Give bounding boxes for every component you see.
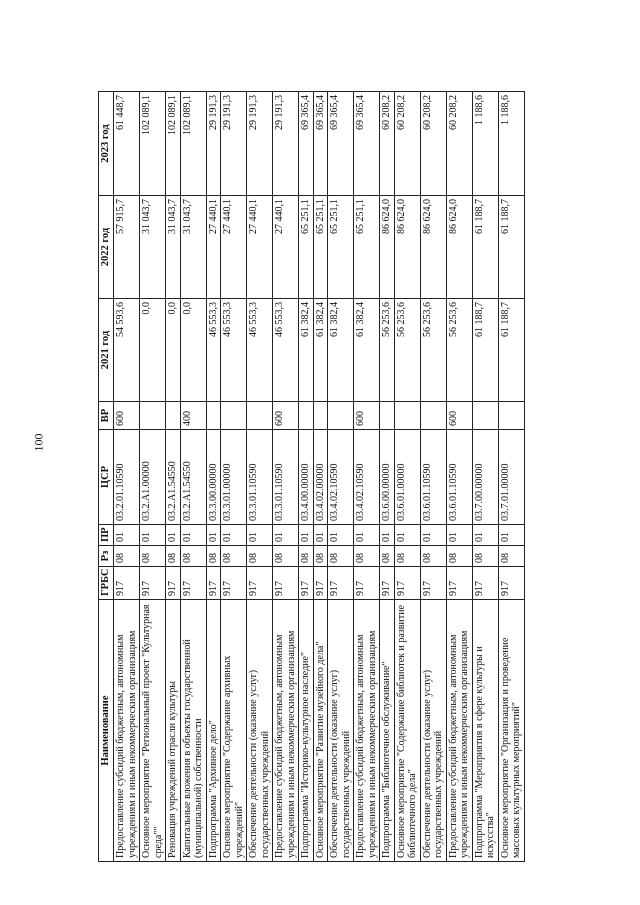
cell-2021: 61 188,7 <box>472 299 498 402</box>
header-name: Наименование <box>99 600 114 862</box>
cell-name: Основное мероприятие "Содержание библиотек и развитие библиотечного дела" <box>394 600 420 862</box>
cell-2023: 102 089,1 <box>180 92 206 196</box>
cell-2022: 57 915,7 <box>114 196 140 299</box>
rotated-table-container <box>98 92 628 862</box>
header-2022: 2022 год <box>99 196 114 299</box>
cell-grbs: 917 <box>328 567 354 600</box>
table-row <box>247 92 273 862</box>
cell-rz: 08 <box>498 546 524 567</box>
cell-vr: 600 <box>354 402 380 430</box>
table-row <box>140 92 166 862</box>
header-vr: ВР <box>99 402 114 430</box>
cell-vr <box>313 402 328 430</box>
table-body <box>114 92 525 862</box>
cell-2023: 61 448,7 <box>114 92 140 196</box>
cell-grbs: 917 <box>394 567 420 600</box>
cell-rz: 08 <box>247 546 273 567</box>
cell-csr: 03.2.А1.54550 <box>180 430 206 525</box>
cell-2021: 46 553,3 <box>273 299 299 402</box>
cell-2021: 0,0 <box>140 299 166 402</box>
cell-vr: 400 <box>180 402 206 430</box>
cell-grbs: 917 <box>472 567 498 600</box>
table-row <box>273 92 299 862</box>
cell-2023: 69 365,4 <box>299 92 314 196</box>
cell-name: Обеспечение деятельности (оказание услуг) государственных учреждений <box>420 600 446 862</box>
cell-vr: 600 <box>446 402 472 430</box>
header-grbs: ГРБС <box>99 567 114 600</box>
cell-2021: 61 382,4 <box>354 299 380 402</box>
cell-grbs: 917 <box>221 567 247 600</box>
cell-pr: 01 <box>472 525 498 546</box>
cell-name: Предоставление субсидий бюджетным, автономным учреждениям и иным некоммерческим организациям <box>273 600 299 862</box>
cell-csr: 03.3.01.10590 <box>247 430 273 525</box>
table-row <box>420 92 446 862</box>
cell-2021: 46 553,3 <box>206 299 221 402</box>
table-row <box>114 92 140 862</box>
table-row <box>446 92 472 862</box>
cell-name: Подпрограмма "Архивное дело" <box>206 600 221 862</box>
cell-2022: 27 440,1 <box>221 196 247 299</box>
table-row <box>166 92 181 862</box>
cell-vr <box>221 402 247 430</box>
cell-pr: 01 <box>140 525 166 546</box>
cell-2023: 29 191,3 <box>247 92 273 196</box>
header-rz: Рз <box>99 546 114 567</box>
cell-2021: 61 382,4 <box>313 299 328 402</box>
cell-name: Основное мероприятие "Региональный проект "Культурная среда"" <box>140 600 166 862</box>
table-row <box>394 92 420 862</box>
cell-csr: 03.4.00.00000 <box>299 430 314 525</box>
cell-2023: 60 208,2 <box>394 92 420 196</box>
table-row <box>328 92 354 862</box>
cell-2023: 29 191,3 <box>273 92 299 196</box>
cell-2021: 56 253,6 <box>420 299 446 402</box>
cell-pr: 01 <box>114 525 140 546</box>
cell-2022: 65 251,1 <box>313 196 328 299</box>
cell-2022: 27 440,1 <box>247 196 273 299</box>
cell-2022: 65 251,1 <box>328 196 354 299</box>
cell-name: Подпрограмма "Историко-культурное наследие" <box>299 600 314 862</box>
cell-name: Капитальные вложения в объекты государственной (муниципальной) собственности <box>180 600 206 862</box>
cell-vr <box>166 402 181 430</box>
cell-grbs: 917 <box>114 567 140 600</box>
cell-pr: 01 <box>273 525 299 546</box>
table-row <box>354 92 380 862</box>
cell-name: Предоставление субсидий бюджетным, автономным учреждениям и иным некоммерческим организациям <box>114 600 140 862</box>
header-2021: 2021 год <box>99 299 114 402</box>
cell-vr <box>420 402 446 430</box>
budget-table <box>98 91 525 862</box>
cell-pr: 01 <box>354 525 380 546</box>
cell-2023: 69 365,4 <box>328 92 354 196</box>
cell-grbs: 917 <box>498 567 524 600</box>
cell-name: Основное мероприятие "Содержание архивных учреждений" <box>221 600 247 862</box>
cell-2021: 61 188,7 <box>498 299 524 402</box>
cell-pr: 01 <box>299 525 314 546</box>
cell-grbs: 917 <box>206 567 221 600</box>
table-header-row <box>99 92 114 862</box>
cell-2022: 31 043,7 <box>180 196 206 299</box>
cell-2022: 27 440,1 <box>206 196 221 299</box>
cell-2023: 69 365,4 <box>313 92 328 196</box>
cell-name: Обеспечение деятельности (оказание услуг) государственных учреждений <box>247 600 273 862</box>
cell-rz: 08 <box>180 546 206 567</box>
cell-grbs: 917 <box>380 567 395 600</box>
table-row <box>180 92 206 862</box>
cell-2023: 60 208,2 <box>380 92 395 196</box>
cell-vr <box>380 402 395 430</box>
cell-2022: 65 251,1 <box>299 196 314 299</box>
cell-pr: 01 <box>446 525 472 546</box>
cell-2021: 54 593,6 <box>114 299 140 402</box>
cell-rz: 08 <box>206 546 221 567</box>
cell-csr: 03.2.01.10590 <box>114 430 140 525</box>
cell-pr: 01 <box>380 525 395 546</box>
cell-vr <box>247 402 273 430</box>
cell-grbs: 917 <box>166 567 181 600</box>
cell-2023: 102 089,1 <box>166 92 181 196</box>
cell-2022: 86 624,0 <box>394 196 420 299</box>
cell-2022: 61 188,7 <box>498 196 524 299</box>
cell-pr: 01 <box>394 525 420 546</box>
cell-csr: 03.2.А1.00000 <box>140 430 166 525</box>
table-row <box>313 92 328 862</box>
cell-pr: 01 <box>247 525 273 546</box>
table-row <box>498 92 524 862</box>
cell-name: Обеспечение деятельности (оказание услуг) государственных учреждений <box>328 600 354 862</box>
cell-name: Основное мероприятие "Организация и проведение массовых культурных мероприятий" <box>498 600 524 862</box>
cell-pr: 01 <box>206 525 221 546</box>
cell-vr <box>299 402 314 430</box>
cell-2023: 29 191,3 <box>221 92 247 196</box>
cell-pr: 01 <box>420 525 446 546</box>
header-csr: ЦСР <box>99 430 114 525</box>
cell-2022: 27 440,1 <box>273 196 299 299</box>
cell-grbs: 917 <box>180 567 206 600</box>
cell-pr: 01 <box>221 525 247 546</box>
cell-pr: 01 <box>180 525 206 546</box>
cell-2021: 0,0 <box>180 299 206 402</box>
cell-rz: 08 <box>313 546 328 567</box>
cell-csr: 03.4.02.00000 <box>313 430 328 525</box>
cell-2021: 56 253,6 <box>380 299 395 402</box>
cell-2023: 29 191,3 <box>206 92 221 196</box>
cell-vr <box>394 402 420 430</box>
cell-grbs: 917 <box>299 567 314 600</box>
cell-2021: 56 253,6 <box>446 299 472 402</box>
cell-grbs: 917 <box>354 567 380 600</box>
header-2023: 2023 год <box>99 92 114 196</box>
cell-2022: 65 251,1 <box>354 196 380 299</box>
cell-csr: 03.6.00.00000 <box>380 430 395 525</box>
cell-rz: 08 <box>140 546 166 567</box>
cell-2021: 56 253,6 <box>394 299 420 402</box>
page-number: 100 <box>31 433 46 452</box>
cell-name: Подпрограмма "Библиотечное обслуживание" <box>380 600 395 862</box>
cell-2023: 60 208,2 <box>446 92 472 196</box>
header-pr: ПР <box>99 525 114 546</box>
table-row <box>380 92 395 862</box>
cell-2021: 0,0 <box>166 299 181 402</box>
cell-2023: 1 188,6 <box>498 92 524 196</box>
cell-rz: 08 <box>299 546 314 567</box>
cell-csr: 03.6.01.00000 <box>394 430 420 525</box>
cell-csr: 03.7.00.00000 <box>472 430 498 525</box>
cell-rz: 08 <box>380 546 395 567</box>
cell-vr <box>328 402 354 430</box>
cell-name: Предоставление субсидий бюджетным, автономным учреждениям и иным некоммерческим организациям <box>446 600 472 862</box>
cell-grbs: 917 <box>446 567 472 600</box>
cell-pr: 01 <box>313 525 328 546</box>
table-row <box>299 92 314 862</box>
cell-2022: 31 043,7 <box>140 196 166 299</box>
cell-vr: 600 <box>114 402 140 430</box>
table-row <box>206 92 221 862</box>
cell-pr: 01 <box>328 525 354 546</box>
cell-name: Реновация учреждений отрасли культуры <box>166 600 181 862</box>
cell-2021: 61 382,4 <box>299 299 314 402</box>
cell-csr: 03.2.А1.54550 <box>166 430 181 525</box>
cell-rz: 08 <box>446 546 472 567</box>
cell-rz: 08 <box>166 546 181 567</box>
cell-rz: 08 <box>354 546 380 567</box>
cell-grbs: 917 <box>420 567 446 600</box>
cell-vr: 600 <box>273 402 299 430</box>
cell-2023: 60 208,2 <box>420 92 446 196</box>
cell-2022: 31 043,7 <box>166 196 181 299</box>
cell-grbs: 917 <box>273 567 299 600</box>
table-row <box>221 92 247 862</box>
cell-csr: 03.4.02.10590 <box>328 430 354 525</box>
cell-vr <box>472 402 498 430</box>
cell-2022: 86 624,0 <box>446 196 472 299</box>
cell-rz: 08 <box>114 546 140 567</box>
cell-csr: 03.6.01.10590 <box>446 430 472 525</box>
cell-vr <box>498 402 524 430</box>
cell-csr: 03.3.01.10590 <box>273 430 299 525</box>
cell-2022: 86 624,0 <box>420 196 446 299</box>
cell-rz: 08 <box>472 546 498 567</box>
cell-grbs: 917 <box>313 567 328 600</box>
cell-name: Предоставление субсидий бюджетным, автономным учреждениям и иным некоммерческим организациям <box>354 600 380 862</box>
cell-rz: 08 <box>394 546 420 567</box>
cell-csr: 03.3.00.00000 <box>206 430 221 525</box>
cell-csr: 03.7.01.00000 <box>498 430 524 525</box>
cell-vr <box>206 402 221 430</box>
cell-csr: 03.6.01.10590 <box>420 430 446 525</box>
cell-name: Основное мероприятие "Развитие музейного дела" <box>313 600 328 862</box>
cell-2022: 86 624,0 <box>380 196 395 299</box>
cell-csr: 03.3.01.00000 <box>221 430 247 525</box>
cell-grbs: 917 <box>140 567 166 600</box>
cell-name: Подпрограмма "Мероприятия в сфере культуры и искусства" <box>472 600 498 862</box>
cell-pr: 01 <box>498 525 524 546</box>
cell-vr <box>140 402 166 430</box>
cell-pr: 01 <box>166 525 181 546</box>
cell-2023: 102 089,1 <box>140 92 166 196</box>
cell-2021: 61 382,4 <box>328 299 354 402</box>
cell-2023: 69 365,4 <box>354 92 380 196</box>
cell-2021: 46 553,3 <box>221 299 247 402</box>
cell-2021: 46 553,3 <box>247 299 273 402</box>
cell-rz: 08 <box>328 546 354 567</box>
cell-grbs: 917 <box>247 567 273 600</box>
cell-rz: 08 <box>221 546 247 567</box>
cell-2022: 61 188,7 <box>472 196 498 299</box>
table-row <box>472 92 498 862</box>
cell-rz: 08 <box>273 546 299 567</box>
cell-rz: 08 <box>420 546 446 567</box>
cell-csr: 03.4.02.10590 <box>354 430 380 525</box>
cell-2023: 1 188,6 <box>472 92 498 196</box>
